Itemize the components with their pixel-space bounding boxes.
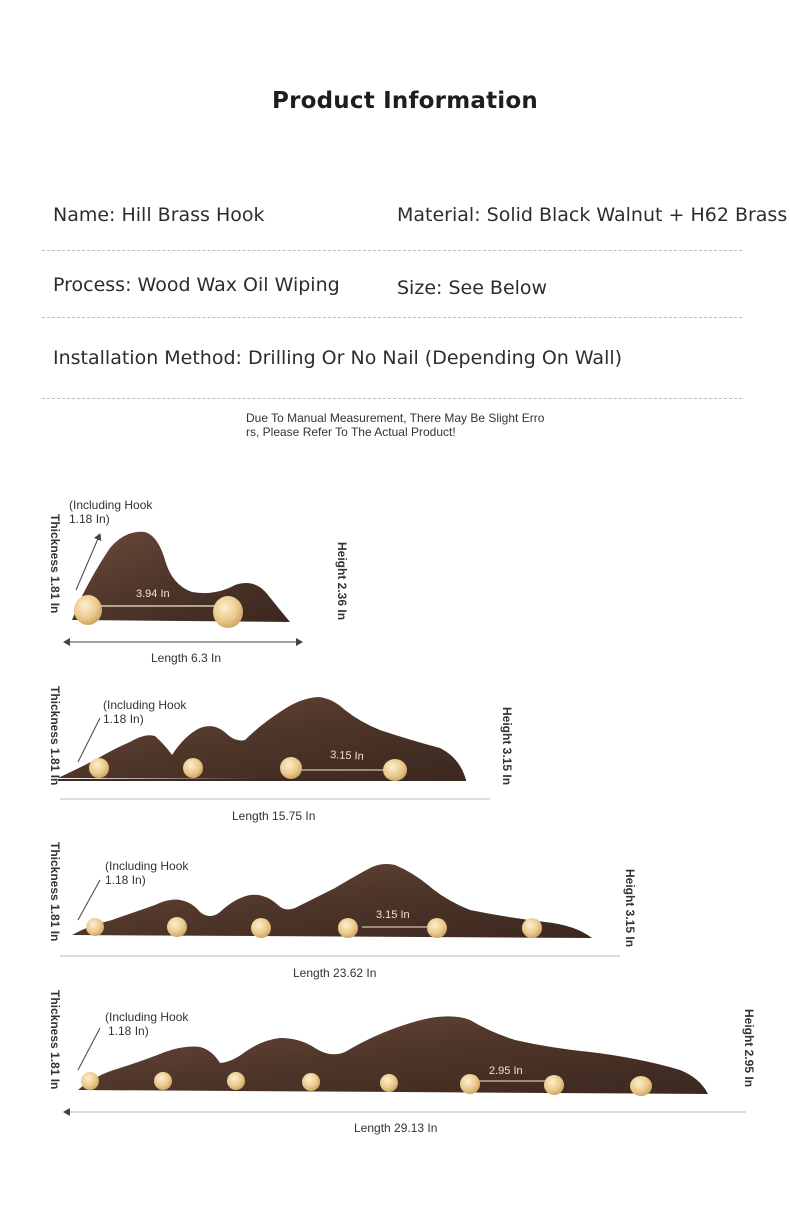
- walnut-board: [72, 532, 290, 622]
- spec-size: Size: See Below: [397, 277, 548, 299]
- thickness-arrow: [78, 718, 100, 762]
- brass-hook: [338, 918, 358, 938]
- brass-hook: [213, 596, 243, 628]
- brass-hook: [460, 1074, 480, 1094]
- brass-hook: [74, 595, 102, 625]
- hook-variant-4: [48, 990, 756, 1135]
- thickness-arrow: [78, 880, 100, 920]
- brass-hook: [251, 918, 271, 938]
- brass-hook: [522, 918, 542, 938]
- brass-hook: [167, 917, 187, 937]
- hook-note: 1.18 In): [103, 712, 144, 726]
- brass-hook: [183, 758, 203, 778]
- length-label: Length 23.62 In: [293, 966, 377, 980]
- height-label: Height 3.15 In: [623, 869, 637, 948]
- brass-hook: [544, 1075, 564, 1095]
- disclaimer-note: Due To Manual Measurement, There May Be Slight Errors, Please Refer To The Actual Product!: [246, 411, 545, 439]
- thickness-label: Thickness 1.81 In: [48, 990, 62, 1090]
- spacing-label: 3.15 In: [376, 909, 410, 921]
- spacing-label: 3.15 In: [329, 749, 365, 763]
- spec-process: Process: Wood Wax Oil Wiping: [53, 274, 340, 296]
- thickness-arrow: [78, 1028, 100, 1070]
- length-label: Length 6.3 In: [151, 651, 222, 665]
- brass-hook: [154, 1072, 172, 1090]
- spec-material: Material: Solid Black Walnut + H62 Brass: [397, 204, 788, 226]
- brass-hook: [427, 918, 447, 938]
- brass-hook: [630, 1076, 652, 1096]
- hook-note: (Including Hook: [103, 698, 187, 712]
- length-label: Length 15.75 In: [232, 809, 316, 823]
- brass-hook: [380, 1074, 398, 1092]
- thickness-label: Thickness 1.81 In: [48, 686, 62, 786]
- hook-note: 1.18 In): [105, 873, 146, 887]
- brass-hook: [227, 1072, 245, 1090]
- brass-hook: [81, 1072, 99, 1090]
- height-label: Height 2.36 In: [335, 542, 349, 621]
- walnut-board: [72, 864, 592, 938]
- hook-note: (Including Hook: [105, 859, 189, 873]
- brass-hook: [383, 759, 407, 781]
- height-label: Height 2.95 In: [742, 1009, 756, 1088]
- spacing-label: 2.95 In: [489, 1065, 523, 1077]
- thickness-label: Thickness 1.81 In: [48, 842, 62, 942]
- spacing-label: 3.94 In: [136, 588, 170, 600]
- hook-note: 1.18 In): [69, 512, 110, 526]
- length-label: Length 29.13 In: [354, 1121, 438, 1135]
- hook-note: 1.18 In): [108, 1024, 149, 1038]
- spec-installation: Installation Method: Drilling Or No Nail (Depending On Wall): [53, 347, 623, 369]
- hook-variant-2: [48, 686, 514, 823]
- hook-variant-1: [48, 498, 349, 665]
- hook-variant-3: [48, 842, 637, 980]
- brass-hook: [280, 757, 302, 779]
- page-title: Product Information: [272, 88, 538, 114]
- hook-note: (Including Hook: [105, 1010, 189, 1024]
- height-label: Height 3.15 In: [500, 707, 514, 786]
- brass-hook: [89, 758, 109, 778]
- brass-hook: [86, 918, 104, 936]
- thickness-label: Thickness 1.81 In: [48, 514, 62, 614]
- hook-note: (Including Hook: [69, 498, 153, 512]
- spec-name: Name: Hill Brass Hook: [53, 204, 265, 226]
- brass-hook: [302, 1073, 320, 1091]
